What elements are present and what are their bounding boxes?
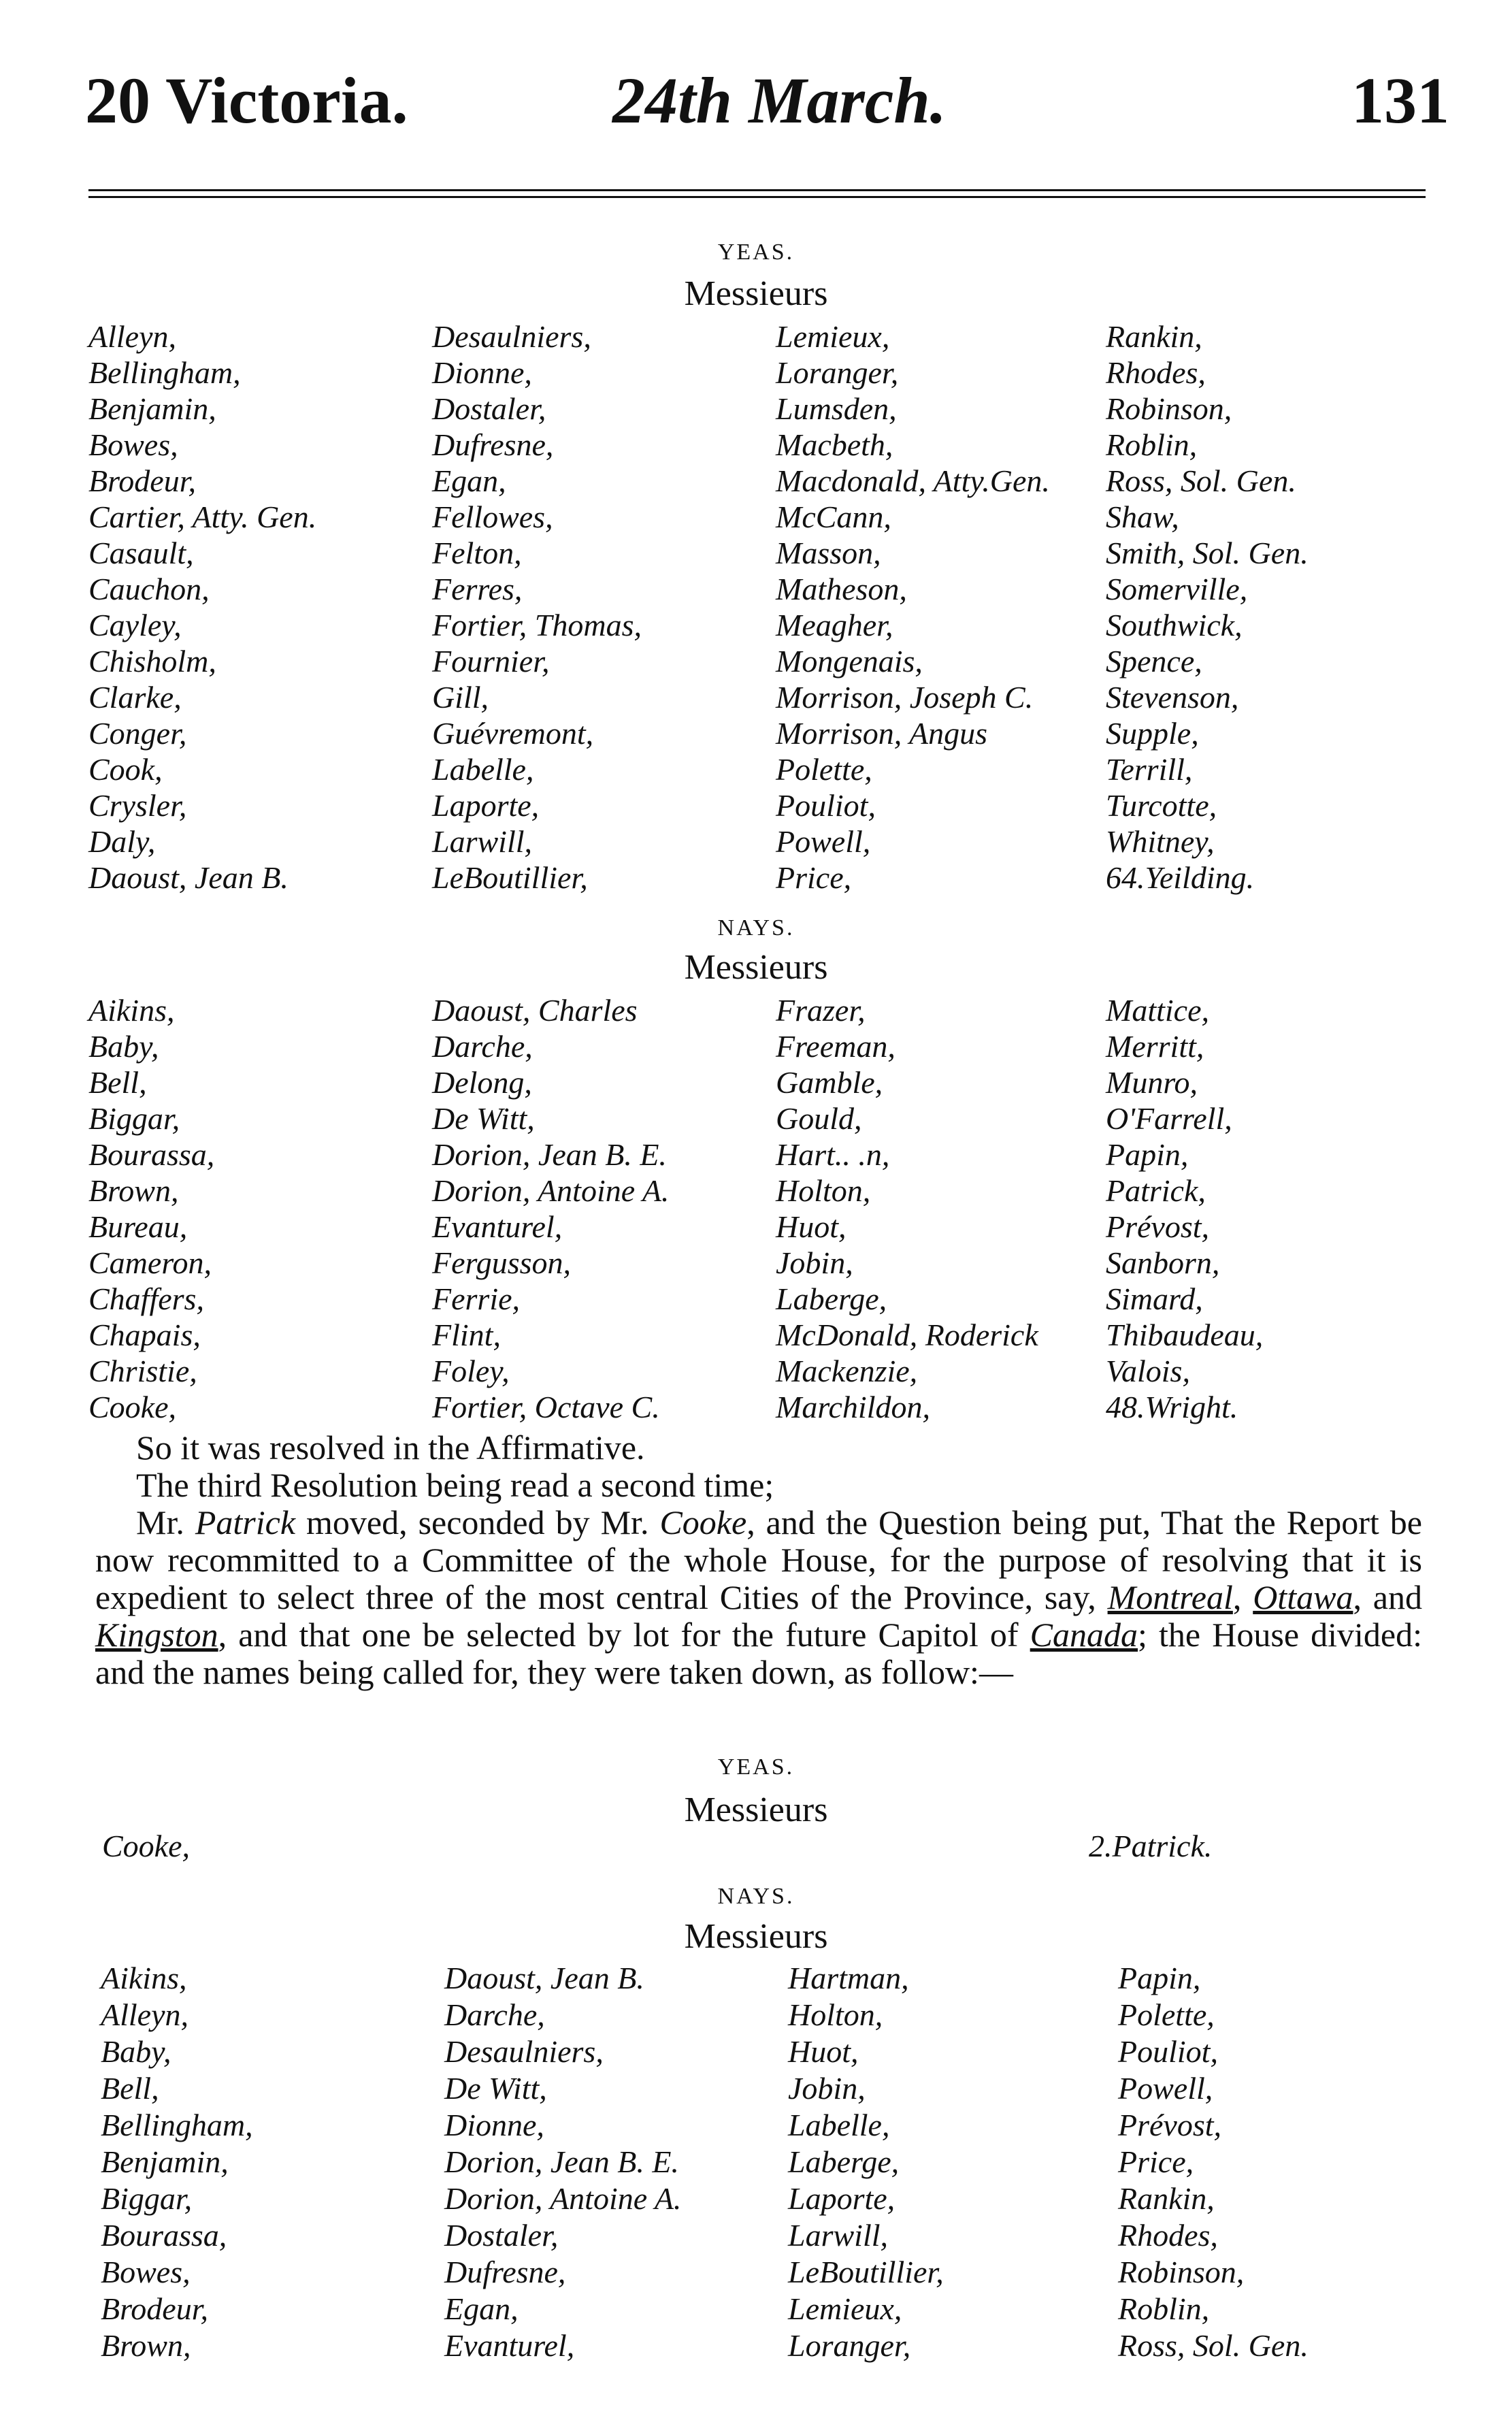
yea-name: Cooke, <box>102 1829 191 1863</box>
member-name: Baby, <box>88 1029 159 1064</box>
member-name: Daoust, Jean B. <box>444 1961 644 1995</box>
member-name: Matheson, <box>776 572 907 606</box>
member-name: Hart.. .n, <box>776 1137 890 1172</box>
member-name: Price, <box>776 860 852 895</box>
header-session: 20 Victoria. <box>85 64 408 137</box>
member-name: Egan, <box>444 2291 519 2326</box>
third-resolution-line: The third Resolution being read a second time; <box>136 1466 774 1504</box>
member-name: Laberge, <box>788 2144 900 2179</box>
member-name: Shaw, <box>1106 500 1179 534</box>
member-name: Bowes, <box>101 2255 191 2289</box>
member-name: De Witt, <box>444 2071 547 2106</box>
member-name: Brown, <box>88 1173 179 1208</box>
member-name: Holton, <box>776 1173 871 1208</box>
member-name: Macbeth, <box>776 427 893 462</box>
member-name: Lumsden, <box>776 391 897 426</box>
member-name: Chapais, <box>88 1318 201 1352</box>
member-name: Laporte, <box>432 788 540 823</box>
member-name: Labelle, <box>432 752 534 787</box>
member-name: Cauchon, <box>88 572 210 606</box>
member-name: Cooke, <box>88 1390 177 1424</box>
member-name: De Witt, <box>432 1101 535 1136</box>
member-name: Thibaudeau, <box>1106 1318 1264 1352</box>
member-name: Dostaler, <box>432 391 546 426</box>
member-name: Ferrie, <box>432 1281 521 1316</box>
city-montreal: Montreal <box>1107 1578 1233 1616</box>
member-name: Alleyn, <box>101 1997 188 2032</box>
member-name: Morrison, Angus <box>776 716 987 751</box>
nays-label: NAYS. <box>717 1884 795 1909</box>
member-name: Rankin, <box>1106 319 1202 354</box>
member-name: Bell, <box>88 1065 147 1100</box>
member-name: Valois, <box>1106 1354 1190 1388</box>
member-name: Dionne, <box>444 2108 544 2142</box>
member-name: Biggar, <box>88 1101 180 1136</box>
member-name: Powell, <box>1118 2071 1213 2106</box>
member-name: Christie, <box>88 1354 197 1388</box>
member-name: McCann, <box>776 500 891 534</box>
member-name: Chisholm, <box>88 644 216 678</box>
member-name: Fortier, Octave C. <box>432 1390 660 1424</box>
member-name: Bellingham, <box>101 2108 253 2142</box>
nays-list <box>101 1960 1434 2364</box>
motion-paragraph: Mr. Patrick moved, seconded by Mr. Cooke, and the Question being put, That the Report be now recommitted to a Committee of the whole House, for the purpose of resolving that it is expedient to select three of the most central Cities of the Province, say, Montreal, Ottawa, and Kingston, and that one be selected by lot for the future Capitol of Canada; the House divided: and the names being called for, they were taken down, as follow:— <box>95 1503 1422 1691</box>
member-name: Papin, <box>1106 1137 1189 1172</box>
member-name: McDonald, Roderick <box>776 1318 1038 1352</box>
member-name: Prévost, <box>1118 2108 1222 2142</box>
header-rule-bottom <box>88 196 1426 198</box>
member-name: Daoust, Charles <box>432 993 638 1028</box>
member-name: Turcotte, <box>1106 788 1217 823</box>
member-name: Loranger, <box>776 355 899 390</box>
member-name: Papin, <box>1118 1961 1201 1995</box>
member-name: Brown, <box>101 2328 191 2363</box>
messieurs-label: Messieurs <box>684 1791 828 1829</box>
yeas-row <box>102 1828 1436 1864</box>
city-ottawa: Ottawa <box>1253 1578 1353 1616</box>
canada-name: Canada <box>1030 1616 1138 1654</box>
member-name: Fergusson, <box>432 1245 572 1280</box>
member-name: Marchildon, <box>776 1390 930 1424</box>
member-name: Dorion, Antoine A. <box>432 1173 670 1208</box>
member-name: Lemieux, <box>776 319 890 354</box>
member-name: Bowes, <box>88 427 178 462</box>
page-number: 131 <box>1351 64 1449 137</box>
member-name: Bellingham, <box>88 355 241 390</box>
member-name: Larwill, <box>432 824 533 859</box>
member-name: Sanborn, <box>1106 1245 1220 1280</box>
member-name: Robinson, <box>1106 391 1232 426</box>
yeas-label: YEAS. <box>717 1754 795 1780</box>
member-name: Merritt, <box>1106 1029 1204 1064</box>
member-name: Macdonald, Atty.Gen. <box>776 463 1050 498</box>
member-name: Southwick, <box>1106 608 1243 642</box>
messieurs-label: Messieurs <box>684 1917 828 1956</box>
member-name: Dionne, <box>432 355 532 390</box>
member-name: LeBoutillier, <box>432 860 588 895</box>
nays-label: NAYS. <box>717 915 795 941</box>
member-name: Supple, <box>1106 716 1199 751</box>
member-name: Aikins, <box>88 993 175 1028</box>
member-name: Aikins, <box>101 1961 187 1995</box>
member-name: Freeman, <box>776 1029 895 1064</box>
member-name: Fortier, Thomas, <box>432 608 642 642</box>
member-name: Powell, <box>776 824 871 859</box>
yeas-label: YEAS. <box>717 240 795 265</box>
member-name: Rhodes, <box>1106 355 1206 390</box>
member-name: Mattice, <box>1106 993 1209 1028</box>
yeas-list <box>88 318 1422 896</box>
member-name: Ferres, <box>432 572 523 606</box>
proceedings-text <box>95 1429 1422 1691</box>
member-name: Frazer, <box>776 993 866 1028</box>
member-name: Smith, Sol. Gen. <box>1106 536 1309 570</box>
member-name: Rhodes, <box>1118 2218 1218 2253</box>
member-name: Biggar, <box>101 2181 193 2216</box>
member-name: LeBoutillier, <box>788 2255 944 2289</box>
member-name: Dostaler, <box>444 2218 559 2253</box>
member-name: Benjamin, <box>101 2144 229 2179</box>
member-name: Rankin, <box>1118 2181 1215 2216</box>
member-name: Hartman, <box>788 1961 909 1995</box>
member-name: Simard, <box>1106 1281 1203 1316</box>
member-name: Cameron, <box>88 1245 212 1280</box>
member-name: 48.Wright. <box>1106 1390 1238 1424</box>
member-name: Benjamin, <box>88 391 216 426</box>
member-name: Desaulniers, <box>444 2034 604 2069</box>
member-name: Bourassa, <box>88 1137 215 1172</box>
member-name: Dufresne, <box>432 427 554 462</box>
member-name: 64.Yeilding. <box>1106 860 1255 895</box>
member-name: Daly, <box>88 824 156 859</box>
messieurs-label: Messieurs <box>684 274 828 313</box>
member-name: Dufresne, <box>444 2255 566 2289</box>
member-name: Flint, <box>432 1318 501 1352</box>
member-name: Terrill, <box>1106 752 1193 787</box>
member-name: Laberge, <box>776 1281 887 1316</box>
member-name: Evanturel, <box>444 2328 575 2363</box>
member-name: Morrison, Joseph C. <box>776 680 1034 715</box>
mover-name: Patrick <box>195 1503 296 1541</box>
member-name: Stevenson, <box>1106 680 1239 715</box>
member-name: Jobin, <box>788 2071 866 2106</box>
member-name: Huot, <box>776 1209 847 1244</box>
member-name: Crysler, <box>88 788 187 823</box>
header-date: 24th March. <box>612 64 947 137</box>
seconder-name: Cooke <box>659 1503 747 1541</box>
member-name: Clarke, <box>88 680 182 715</box>
member-name: Desaulniers, <box>432 319 591 354</box>
member-name: Dorion, Antoine A. <box>444 2181 682 2216</box>
member-name: Darche, <box>444 1997 545 2032</box>
member-name: Prévost, <box>1106 1209 1210 1244</box>
member-name: Meagher, <box>776 608 893 642</box>
member-name: Ross, Sol. Gen. <box>1118 2328 1309 2363</box>
member-name: Ross, Sol. Gen. <box>1106 463 1296 498</box>
member-name: Mackenzie, <box>776 1354 918 1388</box>
member-name: Fournier, <box>432 644 550 678</box>
member-name: Guévremont, <box>432 716 594 751</box>
member-name: Larwill, <box>788 2218 889 2253</box>
member-name: Dorion, Jean B. E. <box>432 1137 667 1172</box>
member-name: Foley, <box>432 1354 510 1388</box>
yea-name-with-count: 2.Patrick. <box>1089 1829 1213 1863</box>
member-name: Bourassa, <box>101 2218 227 2253</box>
city-kingston: Kingston <box>95 1616 218 1654</box>
resolved-line: So it was resolved in the Affirmative. <box>136 1428 645 1467</box>
header-rule-top <box>88 189 1426 191</box>
member-name: Mongenais, <box>776 644 923 678</box>
member-name: Spence, <box>1106 644 1202 678</box>
member-name: Daoust, Jean B. <box>88 860 289 895</box>
member-name: Cook, <box>88 752 163 787</box>
nays-list <box>88 992 1422 1425</box>
member-name: Pouliot, <box>776 788 876 823</box>
member-name: Darche, <box>432 1029 533 1064</box>
member-name: Gamble, <box>776 1065 883 1100</box>
member-name: Casault, <box>88 536 194 570</box>
member-name: Roblin, <box>1106 427 1198 462</box>
member-name: Cayley, <box>88 608 182 642</box>
member-name: Robinson, <box>1118 2255 1245 2289</box>
member-name: Evanturel, <box>432 1209 563 1244</box>
member-name: Conger, <box>88 716 187 751</box>
member-name: Huot, <box>788 2034 859 2069</box>
member-name: Baby, <box>101 2034 171 2069</box>
member-name: Bureau, <box>88 1209 188 1244</box>
member-name: Chaffers, <box>88 1281 204 1316</box>
member-name: Dorion, Jean B. E. <box>444 2144 679 2179</box>
member-name: Whitney, <box>1106 824 1215 859</box>
member-name: Polette, <box>776 752 872 787</box>
member-name: Brodeur, <box>88 463 197 498</box>
member-name: Polette, <box>1118 1997 1215 2032</box>
member-name: Gill, <box>432 680 489 715</box>
member-name: Labelle, <box>788 2108 890 2142</box>
member-name: Munro, <box>1106 1065 1198 1100</box>
member-name: Somerville, <box>1106 572 1248 606</box>
member-name: Alleyn, <box>88 319 176 354</box>
member-name: Bell, <box>101 2071 159 2106</box>
member-name: Roblin, <box>1118 2291 1210 2326</box>
member-name: Patrick, <box>1106 1173 1206 1208</box>
member-name: Masson, <box>776 536 881 570</box>
member-name: Delong, <box>432 1065 532 1100</box>
member-name: Brodeur, <box>101 2291 209 2326</box>
member-name: O'Farrell, <box>1106 1101 1232 1136</box>
member-name: Egan, <box>432 463 506 498</box>
member-name: Lemieux, <box>788 2291 902 2326</box>
member-name: Felton, <box>432 536 522 570</box>
member-name: Cartier, Atty. Gen. <box>88 500 317 534</box>
member-name: Loranger, <box>788 2328 911 2363</box>
messieurs-label: Messieurs <box>684 948 828 987</box>
member-name: Fellowes, <box>432 500 553 534</box>
member-name: Price, <box>1118 2144 1194 2179</box>
member-name: Laporte, <box>788 2181 895 2216</box>
member-name: Jobin, <box>776 1245 853 1280</box>
member-name: Holton, <box>788 1997 883 2032</box>
member-name: Pouliot, <box>1118 2034 1218 2069</box>
member-name: Gould, <box>776 1101 862 1136</box>
